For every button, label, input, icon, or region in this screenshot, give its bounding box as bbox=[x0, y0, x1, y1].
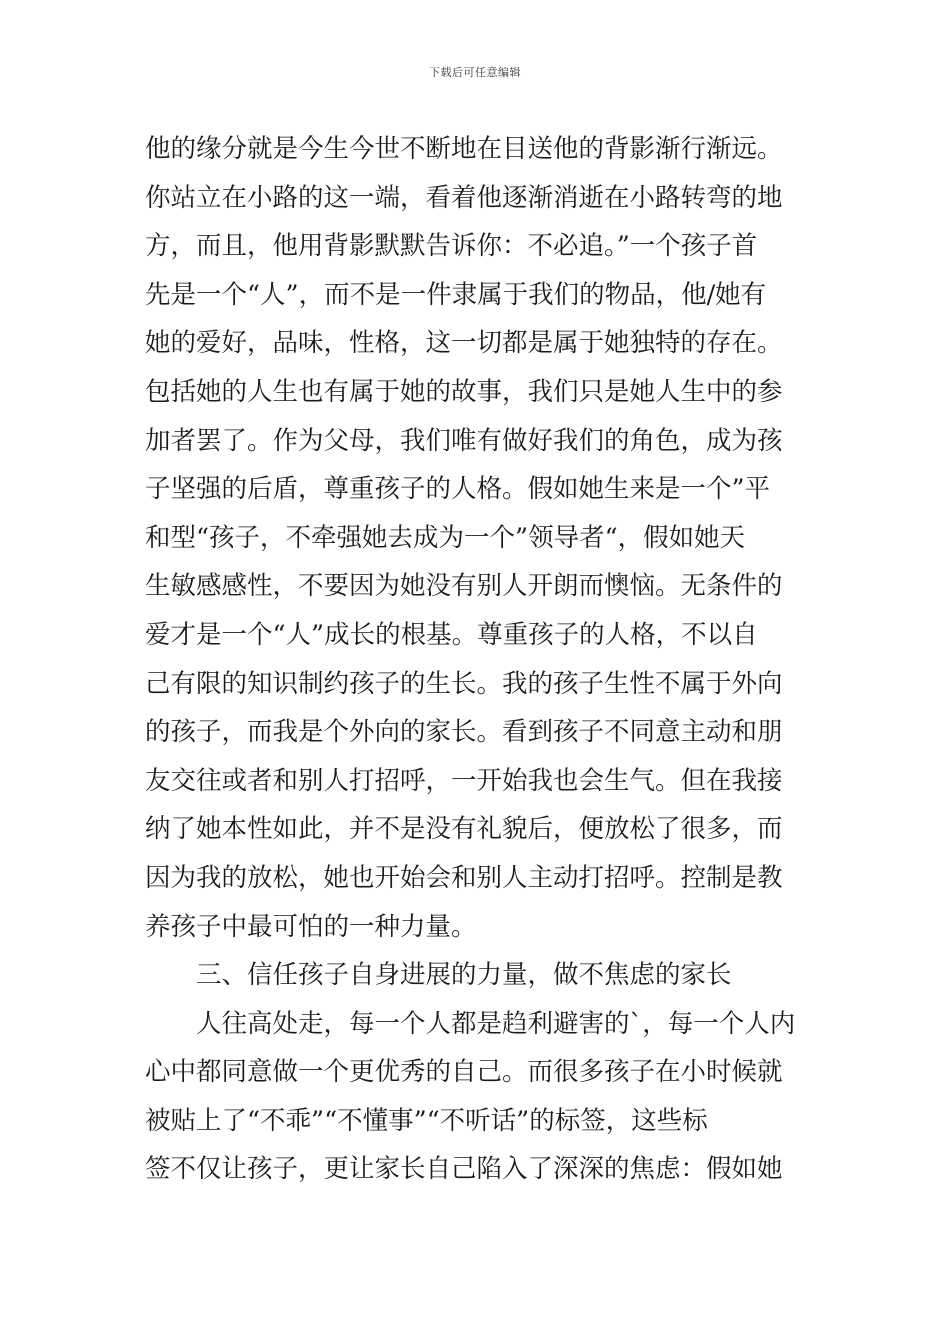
text-line: 友交往或者和别人打招呼，一开始我也会生气。但在我接 bbox=[145, 765, 783, 796]
text-line: 他的缘分就是今生今世不断地在目送他的背影渐行渐远。 bbox=[145, 134, 783, 164]
text-line: 养孩子中最可怕的一种力量。 bbox=[145, 911, 477, 942]
text-line: 子坚强的后盾，尊重孩子的人格。假如她生来是一个”平 bbox=[145, 474, 771, 505]
text-line: 你站立在小路的这一端，看着他逐渐消逝在小路转弯的地 bbox=[145, 182, 783, 213]
text-line: 人往高处走，每一个人都是趋利避害的`，每一个人内 bbox=[196, 1008, 796, 1039]
text-line: 爱才是一个“人”成长的根基。尊重孩子的人格，不以自 bbox=[145, 619, 758, 650]
text-line: 三、信任孩子自身进展的力量，做不焦虑的家长 bbox=[196, 960, 732, 991]
text-line: 因为我的放松，她也开始会和别人主动打招呼。控制是教 bbox=[145, 862, 783, 893]
text-line: 和型“孩子，不牵强她去成为一个”领导者“，假如她天 bbox=[145, 522, 746, 553]
text-line: 加者罢了。作为父母，我们唯有做好我们的角色，成为孩 bbox=[145, 425, 783, 456]
text-line: 方，而且，他用背影默默告诉你：不必追。”一个孩子首 bbox=[145, 231, 758, 262]
text-line: 被贴上了“不乖”“不懂事”“不听话”的标签，这些标 bbox=[145, 1105, 708, 1136]
text-line: 她的爱好，品味，性格，这一切都是属于她独特的存在。 bbox=[145, 328, 783, 359]
page-header-note: 下载后可任意编辑 bbox=[429, 66, 521, 79]
text-line: 的孩子，而我是个外向的家长。看到孩子不同意主动和朋 bbox=[145, 717, 783, 748]
document-body bbox=[145, 125, 810, 1194]
text-line: 生敏感感性，不要因为她没有别人开朗而懊恼。无条件的 bbox=[145, 571, 783, 602]
text-line: 纳了她本性如此，并不是没有礼貌后，便放松了很多，而 bbox=[145, 814, 783, 845]
text-line: 先是一个“人”，而不是一件隶属于我们的物品，他/她有 bbox=[145, 279, 767, 310]
text-line: 包括她的人生也有属于她的故事，我们只是她人生中的参 bbox=[145, 376, 783, 407]
text-line: 己有限的知识制约孩子的生长。我的孩子生性不属于外向 bbox=[145, 668, 783, 699]
text-line: 心中都同意做一个更优秀的自己。而很多孩子在小时候就 bbox=[145, 1057, 783, 1088]
text-line: 签不仅让孩子，更让家长自己陷入了深深的焦虑：假如她 bbox=[145, 1154, 783, 1185]
